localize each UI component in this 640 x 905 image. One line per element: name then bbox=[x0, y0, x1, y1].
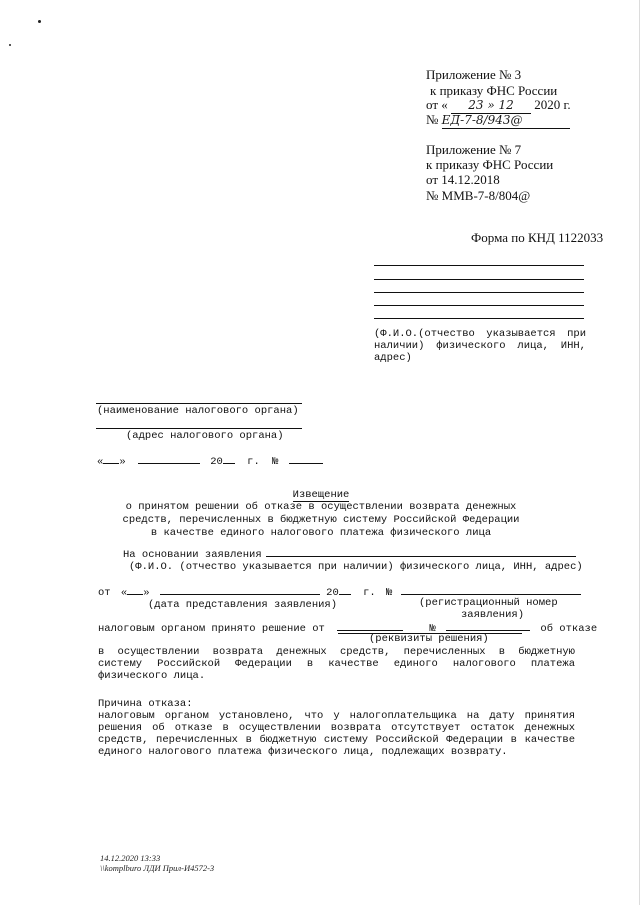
reason-paragraph: налоговым органом установлено, что у налогоплательщика на дату принятия решения об отказе в осуществлении возврата отсутствует остаток денежных средств, перечисленных в бюджетную систему Российской Федерации в качестве единого налогового платежа физического лица, подлежащих возврату. bbox=[98, 710, 575, 758]
recipient-line bbox=[374, 279, 584, 280]
decision-line: налоговым органом принято решение от № об отказе bbox=[98, 623, 598, 635]
recipient-line bbox=[374, 305, 584, 306]
appendix3-number-line: № ЕД-7-8/943@ bbox=[426, 112, 570, 129]
footer-timestamp: 14.12.2020 13:33 bbox=[100, 853, 161, 863]
tax-authority-name-caption: (наименование налогового органа) bbox=[97, 405, 299, 417]
tax-authority-address-caption: (адрес налогового органа) bbox=[126, 430, 284, 442]
notice-title: Извещение bbox=[292, 489, 350, 501]
appendix7-title: Приложение № 7 bbox=[426, 142, 522, 157]
application-date-caption: (дата представления заявления) bbox=[148, 599, 338, 611]
appendix3-title: Приложение № 3 bbox=[426, 67, 522, 82]
appendix7-number: № ММВ-7-8/804@ bbox=[426, 188, 531, 203]
footer-file-path: \\komplburo ЛДИ Прил-И4572-3 bbox=[100, 863, 215, 873]
notice-subtitle: о принятом решении об отказе в осуществлении возврата денежных средств, перечисленных в бюджетную систему Российской Федерации в качестве единого налогового платежа физического лица bbox=[122, 501, 520, 539]
form-code: Форма по КНД 1122033 bbox=[471, 230, 604, 245]
scan-speck bbox=[9, 44, 11, 46]
basis-caption: (Ф.И.О. (отчество указывается при наличии) физического лица, ИНН, адрес) bbox=[129, 561, 583, 573]
appendix3-number-handwritten: ЕД-7-8/943@ bbox=[442, 113, 570, 129]
appendix3-order: к приказу ФНС России bbox=[430, 83, 558, 98]
application-date-line: от « » 20 г. № bbox=[98, 587, 581, 599]
application-number-caption-1: (регистрационный номер bbox=[419, 597, 558, 609]
basis-line: На основании заявления bbox=[123, 549, 576, 561]
recipient-line bbox=[374, 292, 584, 293]
recipient-line bbox=[374, 318, 584, 319]
appendix3-date-handwritten: 23 » 12 bbox=[451, 98, 531, 114]
recipient-caption: (Ф.И.О.(отчество указывается при наличии) физического лица, ИНН, адрес) bbox=[374, 328, 586, 364]
recipient-line bbox=[374, 265, 584, 266]
appendix3-date-line: от « 23 » 12 2020 г. bbox=[426, 97, 571, 112]
refusal-paragraph: в осуществлении возврата денежных средств, перечисленных в бюджетную систему Российской Федерации в качестве единого налогового платежа физического лица. bbox=[98, 646, 575, 682]
appendix7-order: к приказу ФНС России bbox=[426, 157, 554, 172]
scan-speck bbox=[38, 20, 41, 23]
application-number-caption-2: заявления) bbox=[461, 609, 525, 621]
tax-authority-address-line bbox=[96, 428, 302, 429]
reason-label: Причина отказа: bbox=[98, 698, 193, 710]
tax-authority-name-line bbox=[96, 403, 302, 404]
decision-caption: (реквизиты решения) bbox=[369, 633, 489, 645]
appendix7-date: от 14.12.2018 bbox=[426, 172, 500, 187]
doc-date-number-line: « » 20 г. № bbox=[97, 456, 323, 468]
